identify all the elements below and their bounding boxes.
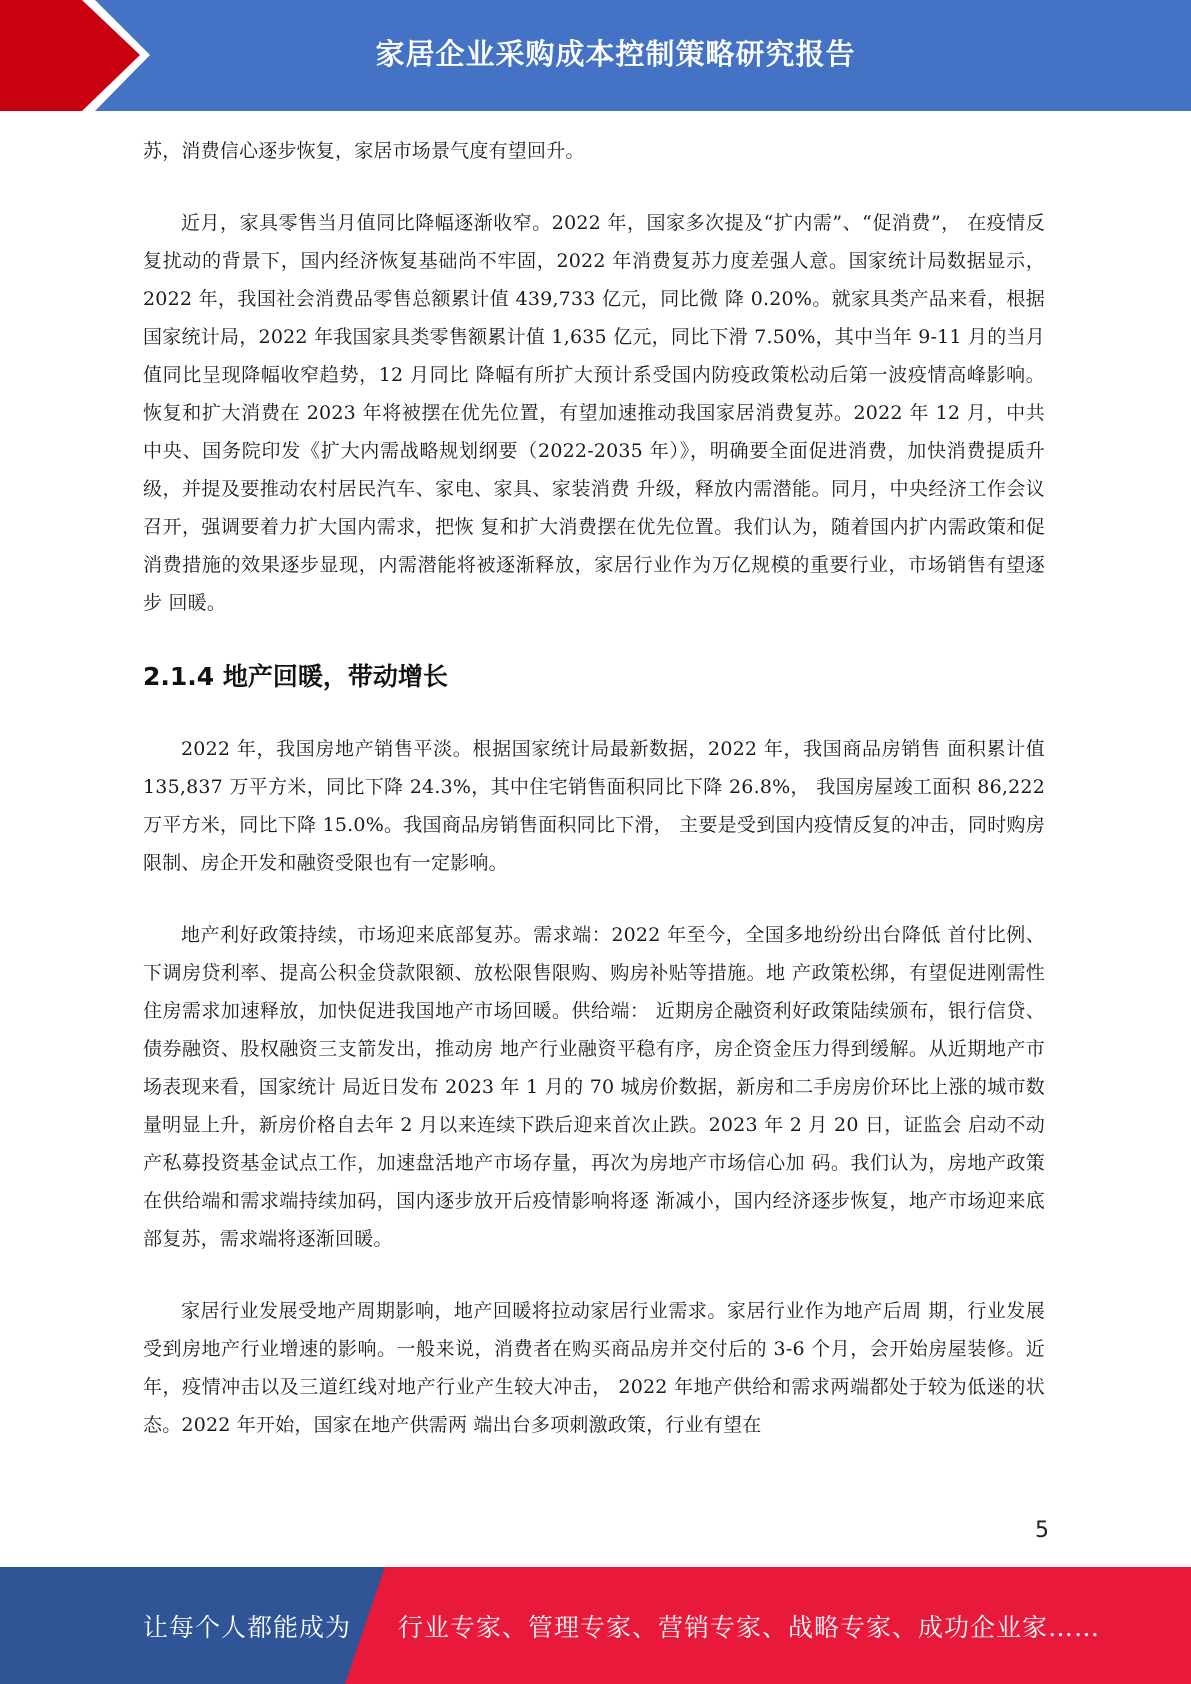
paragraph: 近月，家具零售当月值同比降幅逐渐收窄。2022 年，国家多次提及“扩内需”、“促消费”， 在疫情反复扰动的背景下，国内经济恢复基础尚不牢固，2022 年消费复苏力度差强人意。国家统计局数据显示，2022 年，我国社会消费品零售总额累计值 439,733 亿元，同比微 降 0.20%。就家具类产品来看，根据国家统计局，2022 年我国家具类零售额累计值 1,635 亿元，同比下滑 7.50%，其中当年 9-11 月的当月值同比呈现降幅收窄趋势，12 月同比 降幅有所扩大预计系受国内防疫政策松动后第一波疫情高峰影响。 恢复和扩大消费在 2023 年将被摆在优先位置，有望加速推动我国家居消费复苏。2022 年 12 月，中共中央、国务院印发《扩大内需战略规划纲要（2022-2035 年）》，明确要全面促进消费，加快消费提质升级，并提及要推动农村居民汽车、家电、家具、家装消费 升级，释放内需潜能。同月，中央经济工作会议召开，强调要着力扩大国内需求，把恢 复和扩大消费摆在优先位置。我们认为，随着国内扩内需政策和促消费措施的效果逐步显现，内需潜能将被逐渐释放，家居行业作为万亿规模的重要行业，市场销售有望逐步 回暖。 (143, 212, 1045, 614)
paragraph: 家居行业发展受地产周期影响，地产回暖将拉动家居行业需求。家居行业作为地产后周 期，行业发展受到房地产行业增速的影响。一般来说，消费者在购买商品房并交付后的 3-6 个月，会开始房屋装修。近年，疫情冲击以及三道红线对地产行业产生较大冲击， 2022 年地产供给和需求两端都处于较为低迷的状态。2022 年开始，国家在地产供需两 端出台多项刺激政策，行业有望在 (143, 1300, 1045, 1436)
document-body (143, 132, 1045, 1444)
footer-slogan-right: 行业专家、管理专家、营销专家、战略专家、成功企业家…… (398, 1612, 1101, 1642)
paragraph: 苏，消费信心逐步恢复，家居市场景气度有望回升。 (143, 140, 585, 162)
section-heading: 2.1.4 地产回暖，带动增长 (143, 662, 448, 691)
paragraph: 地产利好政策持续，市场迎来底部复苏。需求端：2022 年至今，全国多地纷纷出台降低 首付比例、下调房贷利率、提高公积金贷款限额、放松限售限购、购房补贴等措施。地 产政策松绑，有望促进刚需性住房需求加速释放，加快促进我国地产市场回暖。供给端： 近期房企融资利好政策陆续颁布，银行信贷、债券融资、股权融资三支箭发出，推动房 地产行业融资平稳有序，房企资金压力得到缓解。从近期地产市场表现来看，国家统计 局近日发布 2023 年 1 月的 70 城房价数据，新房和二手房房价环比上涨的城市数量明显上升，新房价格自去年 2 月以来连续下跌后迎来首次止跌。2023 年 2 月 20 日，证监会 启动不动产私募投资基金试点工作，加速盘活地产市场存量，再次为房地产市场信心加 码。我们认为，房地产政策在供给端和需求端持续加码，国内逐步放开后疫情影响将逐 渐减小，国内经济逐步恢复，地产市场迎来底部复苏，需求端将逐渐回暖。 (143, 924, 1045, 1250)
footer-slogan-left: 让每个人都能成为 (143, 1612, 352, 1642)
paragraph: 2022 年，我国房地产销售平淡。根据国家统计局最新数据，2022 年，我国商品房销售 面积累计值 135,837 万平方米，同比下降 24.3%，其中住宅销售面积同比下降 26.8%， 我国房屋竣工面积 86,222 万平方米，同比下降 15.0%。我国商品房销售面积同比下滑， 主要是受到国内疫情反复的冲击，同时购房限制、房企开发和融资受限也有一定影响。 (143, 738, 1045, 874)
page-number: 5 (1035, 1518, 1049, 1543)
page-footer (0, 1567, 1191, 1684)
page-header (0, 0, 1191, 111)
report-title: 家居企业采购成本控制策略研究报告 (375, 36, 856, 71)
